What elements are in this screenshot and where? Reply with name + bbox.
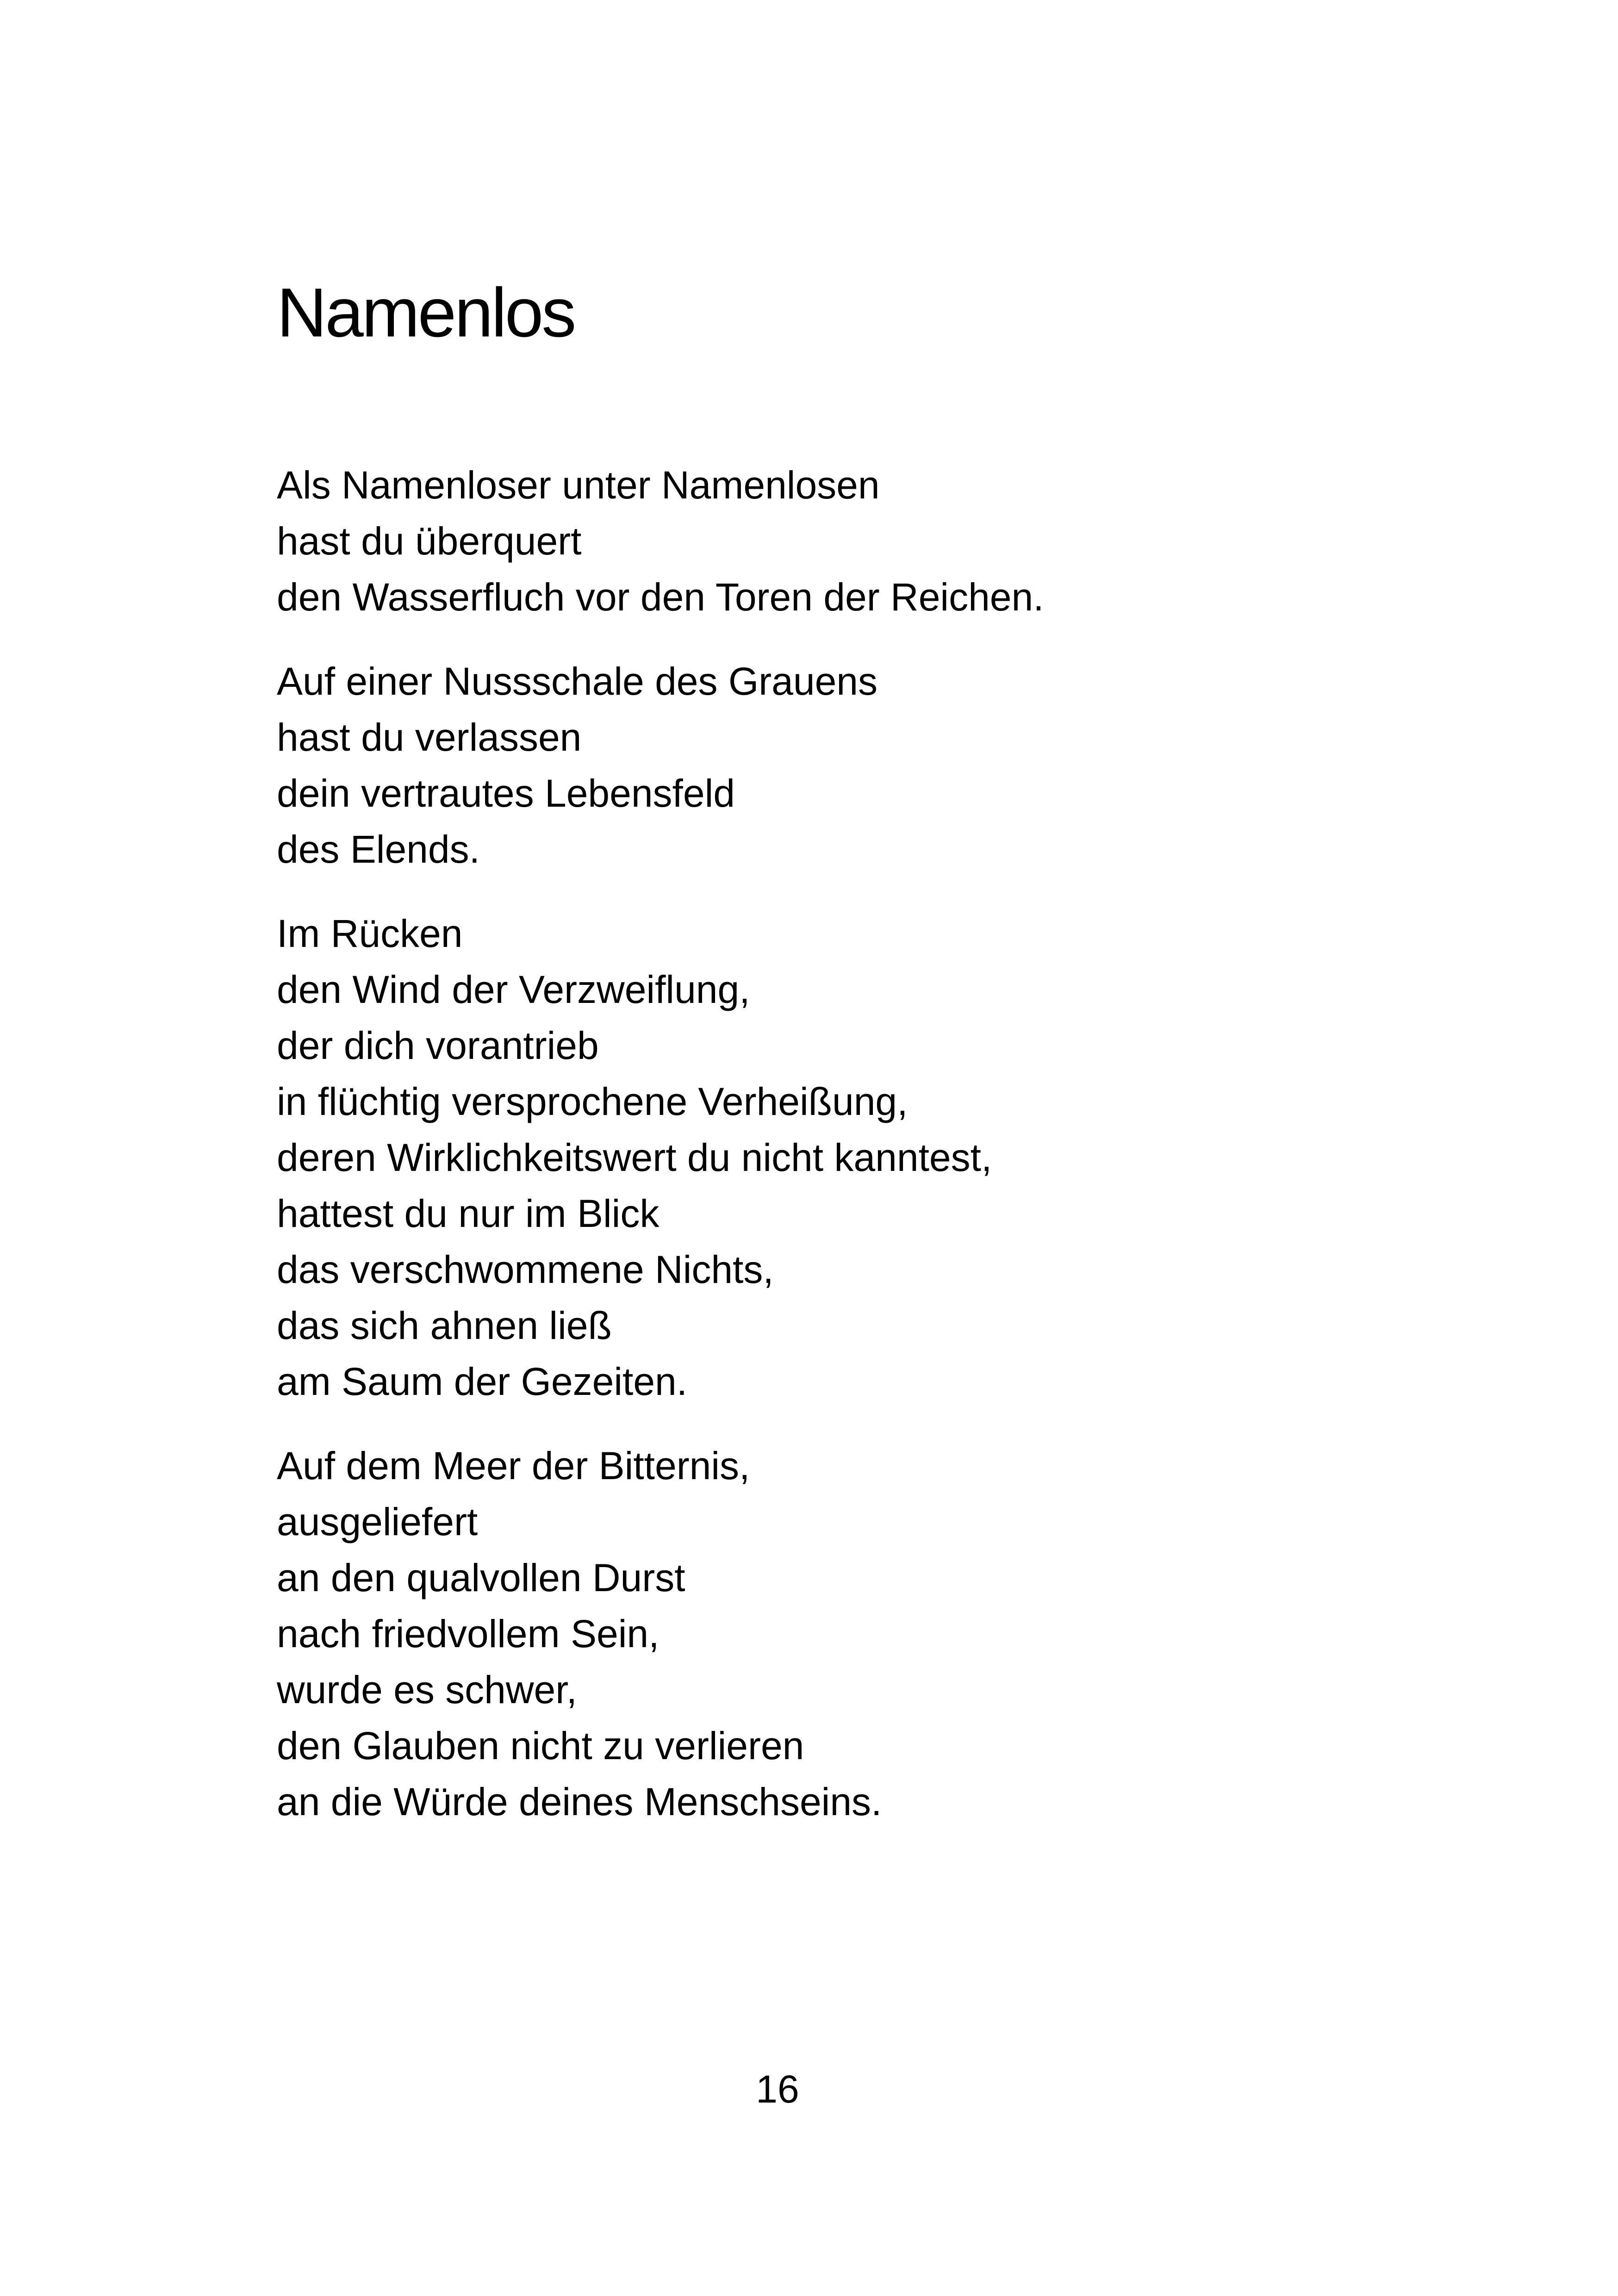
stanza-3 <box>277 906 1388 1410</box>
poem-line: das verschwommene Nichts, <box>277 1248 774 1291</box>
poem-line: hattest du nur im Blick <box>277 1192 660 1235</box>
poem-line: der dich vorantrieb <box>277 1024 599 1067</box>
poem-body <box>277 457 1388 1858</box>
poem-line: Auf dem Meer der Bitternis, <box>277 1444 750 1487</box>
poem-line: Als Namenloser unter Namenlosen <box>277 463 880 507</box>
poem-line: an den qualvollen Durst <box>277 1556 685 1599</box>
poem-line: an die Würde deines Menschseins. <box>277 1780 882 1823</box>
poem-line: wurde es schwer, <box>277 1668 577 1711</box>
poem-line: den Wasserfluch vor den Toren der Reichen. <box>277 575 1044 619</box>
poem-line: hast du überquert <box>277 519 582 563</box>
poem-line: Im Rücken <box>277 912 463 955</box>
poem-line: am Saum der Gezeiten. <box>277 1360 688 1403</box>
poem-title: Namenlos <box>277 274 575 351</box>
poem-line: deren Wirklichkeitswert du nicht kanntest, <box>277 1136 992 1179</box>
poem-line: den Wind der Verzweiflung, <box>277 968 750 1011</box>
page-number: 16 <box>756 2067 799 2111</box>
stanza-2 <box>277 653 1388 877</box>
poem-line: dein vertrautes Lebensfeld <box>277 772 735 815</box>
stanza-1 <box>277 457 1388 625</box>
poem-line: das sich ahnen ließ <box>277 1304 612 1347</box>
poem-line: nach friedvollem Sein, <box>277 1612 660 1655</box>
poem-line: des Elends. <box>277 828 480 871</box>
poem-line: ausgeliefert <box>277 1500 478 1543</box>
poem-line: in flüchtig versprochene Verheißung, <box>277 1080 908 1123</box>
poem-line: Auf einer Nussschale des Grauens <box>277 660 878 703</box>
poem-line: den Glauben nicht zu verlieren <box>277 1724 804 1767</box>
poem-line: hast du verlassen <box>277 716 582 759</box>
stanza-4 <box>277 1438 1388 1830</box>
